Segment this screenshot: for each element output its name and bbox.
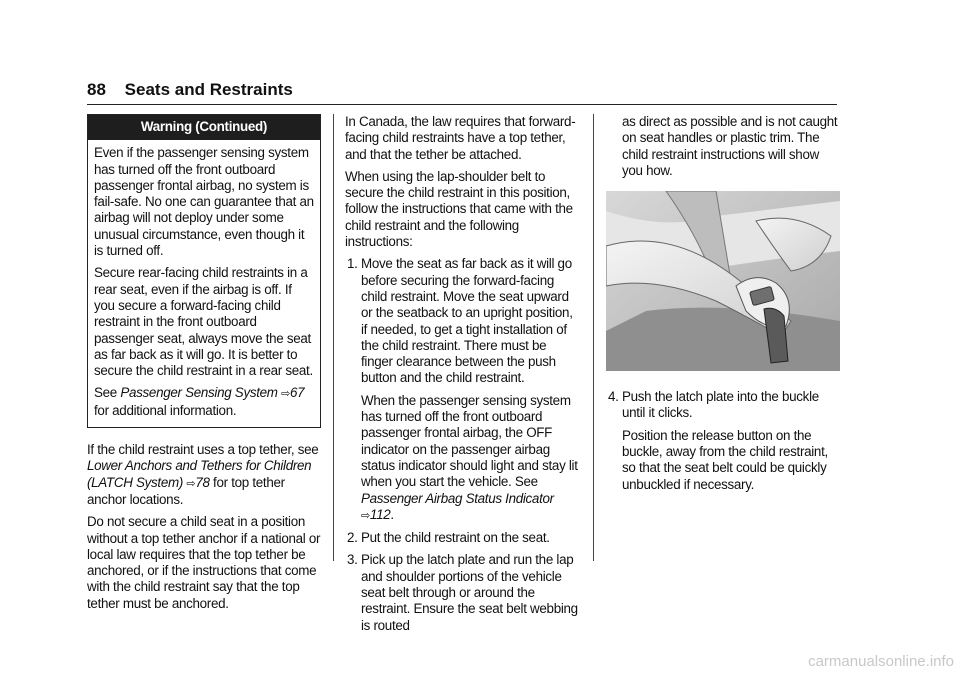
step-note xyxy=(361,393,579,524)
xref-page-number[interactable]: 78 xyxy=(195,474,210,490)
canada-paragraph: In Canada, the law requires that forward-facing child restraints have a top tether, and that the tether be attached. xyxy=(345,114,576,162)
step-continuation: as direct as possible and is not caught on seat handles or plastic trim. The child restraint instructions will show you how. xyxy=(622,114,838,178)
tether-prefix: If the child restraint uses a top tether, see xyxy=(87,442,319,458)
step-number: 3. xyxy=(347,552,358,568)
list-item xyxy=(345,530,579,546)
warning-paragraph: Secure rear-facing child restraints in a rear seat, even if the airbag is off. If you secure a forward-facing child restraint in the front outboard passenger seat, always move the seat as far back as it will go. It is better to secure the child restraint in a rear seat. xyxy=(94,265,313,379)
column-left xyxy=(87,114,321,618)
xref-page-number[interactable]: 67 xyxy=(290,385,305,401)
warning-see-reference xyxy=(94,385,314,419)
step-text: Push the latch plate into the buckle until it clicks. xyxy=(622,389,819,421)
tether-paragraph xyxy=(87,442,321,508)
list-item xyxy=(606,389,840,493)
warning-paragraph: Even if the passenger sensing system has turned off the front outboard passenger frontal airbag, no system is fail-safe. No one can guarantee that an airbag will not deploy under some unusual circumstance, even though it is turned off. xyxy=(94,145,314,259)
step-text: Put the child restraint on the seat. xyxy=(361,530,550,546)
section-title: Seats and Restraints xyxy=(124,80,293,99)
page-ref-arrow-icon: ⇨ xyxy=(361,509,370,522)
note-suffix: . xyxy=(390,506,394,522)
instruction-list xyxy=(345,256,579,634)
xref-latch-system[interactable]: Lower Anchors and Tethers for Children (LATCH System) xyxy=(87,458,312,490)
secure-paragraph: Do not secure a child seat in a position without a top tether anchor if a national or local law requires that the top tether be anchored, or if the instructions that come with the child restraint say that the top tether must be anchored. xyxy=(87,514,321,611)
page-ref-arrow-icon: ⇨ xyxy=(186,477,196,490)
step-number: 2. xyxy=(347,530,358,546)
xref-passenger-sensing-system[interactable]: Passenger Sensing System xyxy=(120,385,278,401)
watermark: carmanualsonline.info xyxy=(808,653,954,670)
warning-body xyxy=(88,140,320,427)
column-divider xyxy=(333,114,334,561)
step-number: 4. xyxy=(608,389,619,405)
list-item xyxy=(345,552,579,633)
xref-page-number[interactable]: 112 xyxy=(369,506,391,522)
step-text: Pick up the latch plate and run the lap and shoulder portions of the vehicle seat belt through or around the restraint. Ensure the seat belt webbing is routed xyxy=(361,552,578,633)
step-note: Position the release button on the buckle, away from the child restraint, so that the seat belt could be quickly unbuckled if necessary. xyxy=(622,427,828,492)
warning-title: Warning (Continued) xyxy=(88,115,320,140)
column-middle xyxy=(345,114,579,640)
warning-box xyxy=(87,114,321,428)
page-header xyxy=(87,80,837,105)
column-divider xyxy=(593,114,594,561)
step-text: Move the seat as far back as it will go before securing the forward-facing child restraint. Move the seat upward or the seatback to an upright position, if needed, to get a tight installation of the child restraint. There must be finger clearance between the push button and the child restraint. xyxy=(361,256,573,386)
lap-shoulder-intro: When using the lap-shoulder belt to secure the child restraint in this position, follow the instructions that came with the child restraint and the following instructions: xyxy=(345,168,573,250)
xref-passenger-airbag-status-indicator[interactable]: Passenger Airbag Status Indicator xyxy=(361,490,554,506)
column-right xyxy=(606,114,840,499)
instruction-list-continued xyxy=(606,389,840,493)
list-item xyxy=(345,256,579,524)
page-number: 88 xyxy=(87,80,106,99)
page-ref-arrow-icon: ⇨ xyxy=(281,388,290,401)
latch-plate-illustration xyxy=(606,191,840,371)
note-prefix: When the passenger sensing system has turned off the front outboard passenger frontal airbag, the OFF indicator on the passenger airbag status indicator should light and stay lit when you start the vehicle. See xyxy=(361,392,578,490)
seat-base-shape xyxy=(606,308,840,371)
step-number: 1. xyxy=(347,256,358,272)
see-prefix: See xyxy=(94,385,121,401)
tether-suffix: for top tether anchor locations. xyxy=(87,474,285,507)
see-suffix: for additional information. xyxy=(94,402,237,418)
